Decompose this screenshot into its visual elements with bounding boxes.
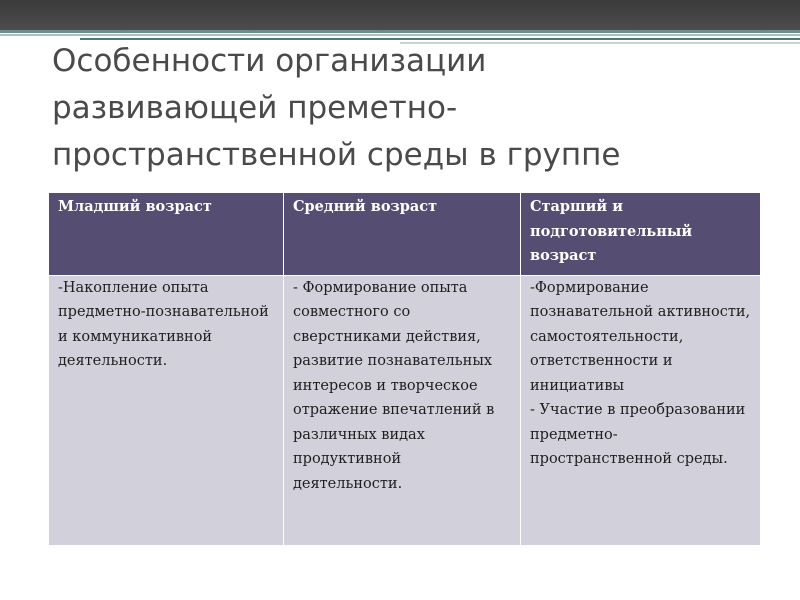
cell-senior-line: - Участие в преобразовании предметно-пространственной среды. (530, 402, 746, 467)
table-row (49, 275, 761, 545)
cell-senior-line: -Формирование познавательной активности, самостоятельности, ответственности и инициативы (530, 279, 751, 394)
header-senior-age: Старший и подготовительный возраст (521, 193, 761, 276)
accent-stripe (0, 30, 800, 33)
accent-stripe (0, 34, 800, 36)
cell-senior-age (521, 275, 761, 545)
title-line: пространственной среды в группе (52, 137, 621, 173)
header-middle-age: Средний возраст (284, 193, 521, 276)
slide-title (52, 38, 772, 179)
age-groups-table (48, 192, 761, 546)
table-header-row (49, 193, 761, 276)
header-junior-age: Младший возраст (49, 193, 284, 276)
cell-middle-age: - Формирование опыта совместного со сверстниками действия, развитие познавательных интересов и творческое отражение впечатлений в различных видах продуктивной деятельности. (284, 275, 521, 545)
title-line: развивающей преметно- (52, 90, 458, 126)
cell-junior-age: -Накопление опыта предметно-познавательной и коммуникативной деятельности. (49, 275, 284, 545)
title-line: Особенности организации (52, 43, 487, 79)
top-bar (0, 0, 800, 30)
